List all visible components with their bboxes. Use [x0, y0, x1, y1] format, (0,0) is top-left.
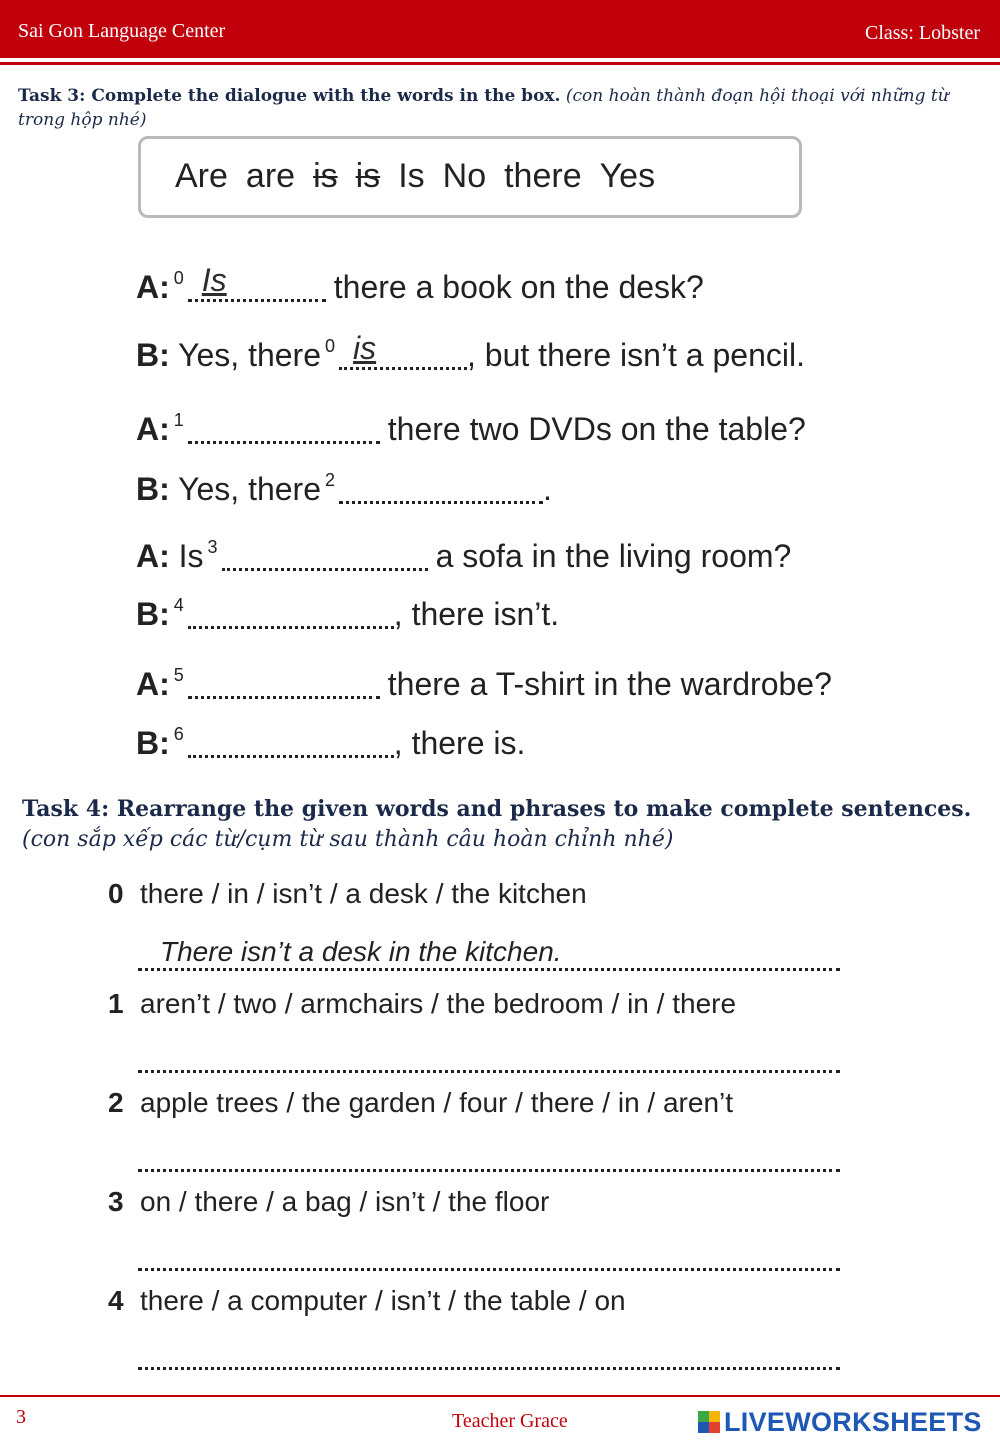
item-number: 0 — [108, 878, 124, 909]
task-4-title — [22, 794, 982, 855]
speaker-label: B: — [136, 725, 170, 761]
center-name: Sai Gon Language Center — [18, 20, 226, 42]
line-suffix: a sofa in the living room? — [435, 538, 792, 574]
speaker-label: A: — [136, 269, 170, 305]
blank-number: 4 — [173, 595, 184, 615]
dialogue-line — [136, 262, 704, 306]
line-suffix: there a book on the desk? — [333, 269, 704, 305]
page-header — [0, 0, 1000, 58]
item-prompt: on / there / a bag / isn’t / the floor — [140, 1186, 550, 1217]
answer-line[interactable] — [138, 1347, 840, 1370]
answer-blank[interactable] — [339, 330, 467, 370]
line-suffix: . — [543, 471, 552, 507]
answer-line[interactable] — [138, 1149, 840, 1172]
speaker-label: B: — [136, 471, 170, 507]
brand-text: LIVEWORKSHEETS — [724, 1406, 982, 1437]
handwritten-answer: There isn’t a desk in the kitchen. — [160, 936, 562, 967]
speaker-label: A: — [136, 411, 170, 447]
brand-logo[interactable] — [698, 1406, 982, 1438]
header-divider — [0, 62, 1000, 65]
answer-blank[interactable] — [188, 262, 326, 302]
line-suffix: , there is. — [393, 725, 526, 761]
rearrange-item — [108, 1186, 549, 1218]
line-suffix: , but there isn’t a pencil. — [467, 337, 805, 373]
task-4-title-italic: (con sắp xếp các từ/cụm từ sau thành câu hoàn chỉnh nhé) — [22, 827, 674, 852]
word-box-word: is — [355, 157, 381, 195]
speaker-label: B: — [136, 596, 170, 632]
blank-number: 3 — [207, 537, 218, 557]
blank-number: 0 — [173, 268, 184, 288]
item-number: 4 — [108, 1285, 124, 1316]
answer-line[interactable] — [138, 936, 840, 971]
rearrange-item — [108, 878, 587, 910]
item-number: 1 — [108, 988, 124, 1019]
teacher-name: Teacher Grace — [452, 1410, 568, 1432]
line-prefix: Is — [178, 538, 204, 574]
task-3-title-italic: (con hoàn thành đoạn hội thoại với những từ trong hộp nhé) — [18, 86, 949, 130]
handwritten-answer: Is — [201, 262, 227, 298]
task-4-title-bold: Task 4: Rearrange the given words and phrases to make complete sentences. — [22, 796, 972, 822]
speaker-label: A: — [136, 538, 170, 574]
liveworksheets-icon — [698, 1411, 720, 1433]
word-box-word: Yes — [599, 157, 656, 195]
answer-blank[interactable] — [188, 596, 394, 629]
answer-blank[interactable] — [188, 666, 380, 699]
word-box-words — [175, 157, 673, 196]
speaker-label: B: — [136, 337, 170, 373]
task-3-title-bold: Task 3: Complete the dialogue with the words in the box. — [18, 86, 561, 106]
word-box-word: Are — [175, 157, 228, 195]
dialogue-line — [136, 665, 832, 703]
item-number: 3 — [108, 1186, 124, 1217]
item-prompt: there / a computer / isn’t / the table / on — [140, 1285, 626, 1316]
item-prompt: there / in / isn’t / a desk / the kitchen — [140, 878, 587, 909]
blank-number: 1 — [173, 410, 184, 430]
rearrange-item — [108, 1087, 733, 1119]
blank-number: 6 — [173, 724, 184, 744]
dialogue-line — [136, 595, 559, 633]
handwritten-answer: is — [353, 330, 377, 366]
blank-number: 0 — [325, 336, 336, 356]
blank-number: 5 — [173, 665, 184, 685]
word-box — [138, 136, 802, 218]
dialogue-line — [136, 724, 525, 762]
word-box-word: Is — [398, 157, 425, 195]
word-box-word: No — [442, 157, 487, 195]
answer-line[interactable] — [138, 1050, 840, 1073]
line-suffix: , there isn’t. — [393, 596, 560, 632]
rearrange-item — [108, 988, 736, 1020]
line-prefix: Yes, there — [178, 471, 321, 507]
answer-blank[interactable] — [339, 471, 543, 504]
answer-blank[interactable] — [222, 538, 428, 571]
word-box-word: is — [313, 157, 338, 195]
task-3-title — [18, 84, 978, 132]
item-prompt: aren’t / two / armchairs / the bedroom / in / there — [140, 988, 737, 1019]
line-suffix: there a T-shirt in the wardrobe? — [387, 666, 832, 702]
class-label: Class: Lobster — [865, 22, 980, 44]
answer-blank[interactable] — [188, 411, 380, 444]
speaker-label: A: — [136, 666, 170, 702]
item-number: 2 — [108, 1087, 124, 1118]
dialogue-line — [136, 537, 791, 575]
dialogue-line — [136, 410, 806, 448]
line-prefix: Yes, there — [178, 337, 321, 373]
answer-blank[interactable] — [188, 725, 394, 758]
dialogue-line — [136, 470, 552, 508]
footer-divider — [0, 1395, 1000, 1397]
word-box-word: are — [245, 157, 296, 195]
line-suffix: there two DVDs on the table? — [387, 411, 806, 447]
dialogue-line — [136, 330, 805, 374]
item-prompt: apple trees / the garden / four / there / in / aren’t — [140, 1087, 734, 1118]
answer-line[interactable] — [138, 1248, 840, 1271]
word-box-word: there — [504, 157, 582, 195]
page-number: 3 — [16, 1406, 26, 1428]
rearrange-item — [108, 1285, 626, 1317]
blank-number: 2 — [325, 470, 336, 490]
